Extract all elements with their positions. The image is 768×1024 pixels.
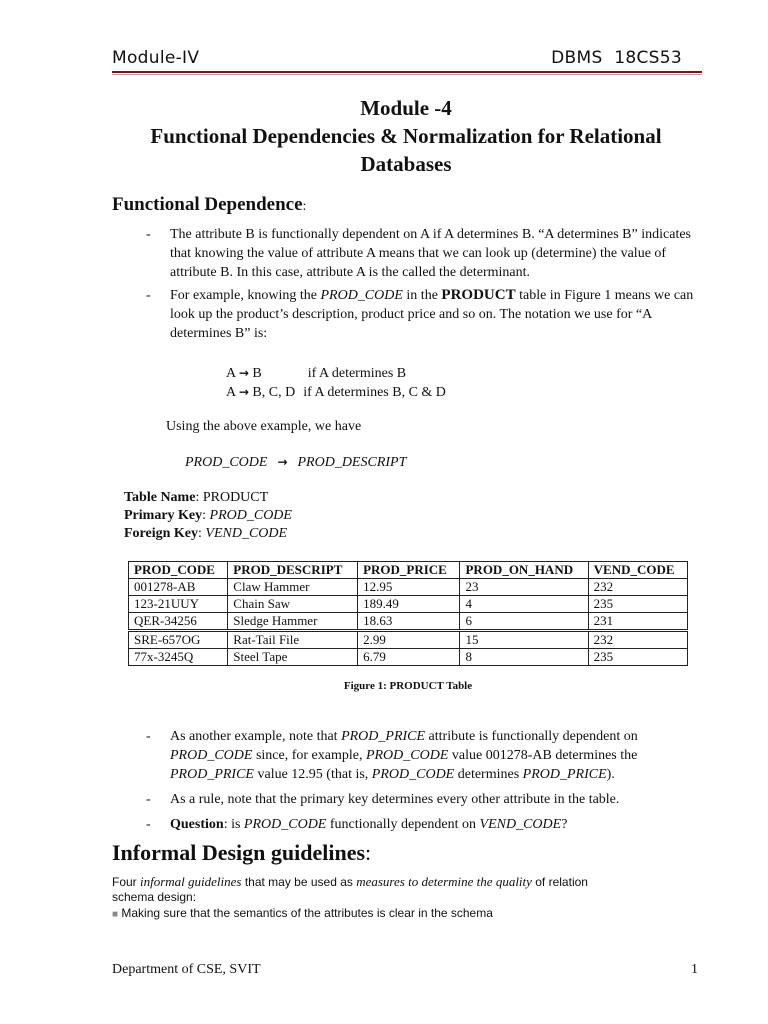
column-header: PROD_CODE (129, 562, 228, 579)
text-run-italic: VEND_CODE (479, 817, 562, 832)
table-cell: 231 (588, 613, 687, 631)
table-row (129, 579, 688, 596)
bullet-text: The attribute B is functionally dependent on A if A determines B. “A determines B” indicates that knowing the value of attribute A means that we can look up (determine) the value of attribute B. In this case, attribute A is the called the determinant. (170, 227, 691, 280)
fd-rhs: PROD_DESCRIPT (297, 455, 407, 470)
right-arrow-icon: → (238, 366, 249, 380)
table-cell: 235 (588, 596, 687, 613)
bullet-text (170, 727, 706, 784)
notation-rhs: B, C, D (248, 385, 296, 400)
foreign-key-line (124, 525, 292, 543)
section-heading-informal-design (112, 840, 371, 866)
table-cell: Chain Saw (228, 596, 358, 613)
right-arrow-icon: → (238, 385, 249, 399)
text-run: ). (606, 767, 615, 782)
page-number: 1 (691, 962, 698, 977)
table-cell: 23 (460, 579, 588, 596)
figure-caption: Figure 1: PRODUCT Table (343, 680, 473, 692)
meta-value: PROD_CODE (209, 508, 292, 523)
text-run: in the (402, 288, 442, 303)
notation-lhs: A (226, 385, 239, 400)
product-table (128, 561, 688, 666)
guideline-item (112, 906, 493, 922)
bullet-rule (146, 790, 706, 809)
table-row (129, 613, 688, 631)
notation-row-2 (226, 383, 446, 402)
table-cell: 235 (588, 649, 687, 666)
text-run-italic: PROD_CODE (320, 288, 403, 303)
bullet-dash: - (146, 288, 151, 303)
text-run: table in Figure 1 means we can look up the product’s description, product price and so on. The notation we use for “A determines B” is: (170, 288, 694, 341)
table-cell: 232 (588, 579, 687, 596)
section-heading-text: Informal Design guidelines (112, 840, 366, 865)
meta-sep: : (195, 490, 203, 505)
text-run: As another example, note that (170, 729, 342, 744)
meta-label: Foreign Key (124, 526, 199, 541)
text-run: that may be used as (241, 875, 357, 889)
text-run-italic: informal guidelines (140, 874, 242, 889)
bullet-example (146, 286, 706, 343)
meta-value: VEND_CODE (205, 526, 288, 541)
text-run: determines (454, 767, 523, 782)
table-cell: 6.79 (358, 649, 460, 666)
text-run-bold: Question (170, 817, 224, 832)
example-fd (185, 455, 406, 471)
table-cell: 2.99 (358, 631, 460, 649)
notation-lhs: A (226, 366, 239, 381)
text-run: Four (112, 875, 141, 889)
bullet-question (146, 815, 706, 834)
text-run: since, for example, (252, 748, 366, 763)
table-cell: SRE-657OG (129, 631, 228, 649)
column-header: PROD_PRICE (358, 562, 460, 579)
table-cell: 77x-3245Q (129, 649, 228, 666)
right-arrow-icon: → (277, 455, 288, 469)
text-run: For example, knowing the (170, 288, 321, 303)
table-cell: QER-34256 (129, 613, 228, 631)
section-heading-functional-dependence (112, 194, 306, 216)
column-header: PROD_ON_HAND (460, 562, 588, 579)
table-cell: 8 (460, 649, 588, 666)
section-heading-text: Functional Dependence (112, 194, 303, 215)
table-row (129, 596, 688, 613)
header-rule (112, 71, 702, 73)
title-line-3: Databases (360, 152, 452, 176)
text-run-italic: PROD_PRICE (522, 767, 607, 782)
table-cell: Rat-Tail File (228, 631, 358, 649)
section-heading-colon: : (365, 840, 372, 865)
table-cell: 4 (460, 596, 588, 613)
notation-row-1 (226, 364, 446, 383)
text-run-italic: PROD_CODE (371, 767, 455, 782)
bullet-another-example (146, 727, 706, 784)
table-row (129, 631, 688, 649)
text-run-italic: PROD_PRICE (341, 729, 426, 744)
table-cell: 232 (588, 631, 687, 649)
table-header-row (129, 562, 688, 579)
table-cell: Steel Tape (228, 649, 358, 666)
table-cell: Sledge Hammer (228, 613, 358, 631)
table-cell: 001278-AB (129, 579, 228, 596)
text-run: attribute is functionally dependent on (425, 729, 638, 744)
text-run-italic: PROD_CODE (365, 748, 449, 763)
meta-sep: : (202, 508, 210, 523)
title-line-2: Functional Dependencies & Normalization for Relational (150, 124, 662, 148)
text-run: functionally dependent on (326, 817, 480, 832)
notation-rhs: B (248, 366, 262, 381)
table-cell: Claw Hammer (228, 579, 358, 596)
table-name-line (124, 489, 292, 507)
table-row (129, 649, 688, 666)
header-module: Module-IV (112, 48, 200, 68)
notation-block (226, 364, 446, 402)
bullet-text (170, 286, 706, 343)
header-course: DBMS 18CS53 (551, 48, 682, 68)
page-title (80, 94, 732, 178)
section-heading-colon: : (302, 199, 307, 214)
text-run: of relation schema design: (112, 875, 588, 904)
text-run-italic: PROD_PRICE (170, 767, 254, 782)
header-rule-shadow (112, 74, 702, 75)
meta-value: PRODUCT (202, 490, 269, 505)
notation-meaning: if A determines B, C & D (303, 385, 446, 400)
bullet-dash: - (146, 792, 151, 807)
bullet-dash: - (146, 729, 151, 744)
meta-sep: : (198, 526, 206, 541)
notation-meaning: if A determines B (307, 366, 407, 381)
table-cell: 6 (460, 613, 588, 631)
table-cell: 123-21UUY (129, 596, 228, 613)
text-run-italic: PROD_CODE (170, 748, 253, 763)
table-meta (124, 489, 292, 543)
column-header: VEND_CODE (588, 562, 687, 579)
text-run: value 001278-AB determines the (448, 748, 638, 763)
text-run-italic: PROD_CODE (243, 817, 327, 832)
square-bullet-icon: ■ (112, 909, 119, 920)
primary-key-line (124, 507, 292, 525)
bullet-text (170, 815, 706, 834)
text-run-bold: PRODUCT (441, 287, 516, 303)
text-run: : is (223, 817, 244, 832)
bullet-dash: - (146, 817, 151, 832)
table-cell: 15 (460, 631, 588, 649)
bullet-text: As a rule, note that the primary key determines every other attribute in the table. (170, 792, 620, 807)
fd-lhs: PROD_CODE (185, 455, 268, 470)
column-header: PROD_DESCRIPT (228, 562, 358, 579)
meta-label: Table Name (124, 490, 196, 505)
text-run: value 12.95 (that is, (253, 767, 372, 782)
guideline-text: Making sure that the semantics of the attributes is clear in the schema (121, 906, 493, 920)
text-run-italic: measures to determine the quality (356, 874, 532, 889)
table-cell: 12.95 (358, 579, 460, 596)
guidelines-intro (112, 874, 632, 905)
title-line-1: Module -4 (360, 96, 452, 120)
meta-label: Primary Key (124, 508, 203, 523)
table-cell: 189.49 (358, 596, 460, 613)
example-intro: Using the above example, we have (166, 419, 362, 434)
footer-department: Department of CSE, SVIT (112, 962, 261, 977)
bullet-dash: - (146, 227, 151, 242)
text-run: ? (561, 817, 568, 832)
table-cell: 18.63 (358, 613, 460, 631)
bullet-definition (146, 225, 706, 282)
